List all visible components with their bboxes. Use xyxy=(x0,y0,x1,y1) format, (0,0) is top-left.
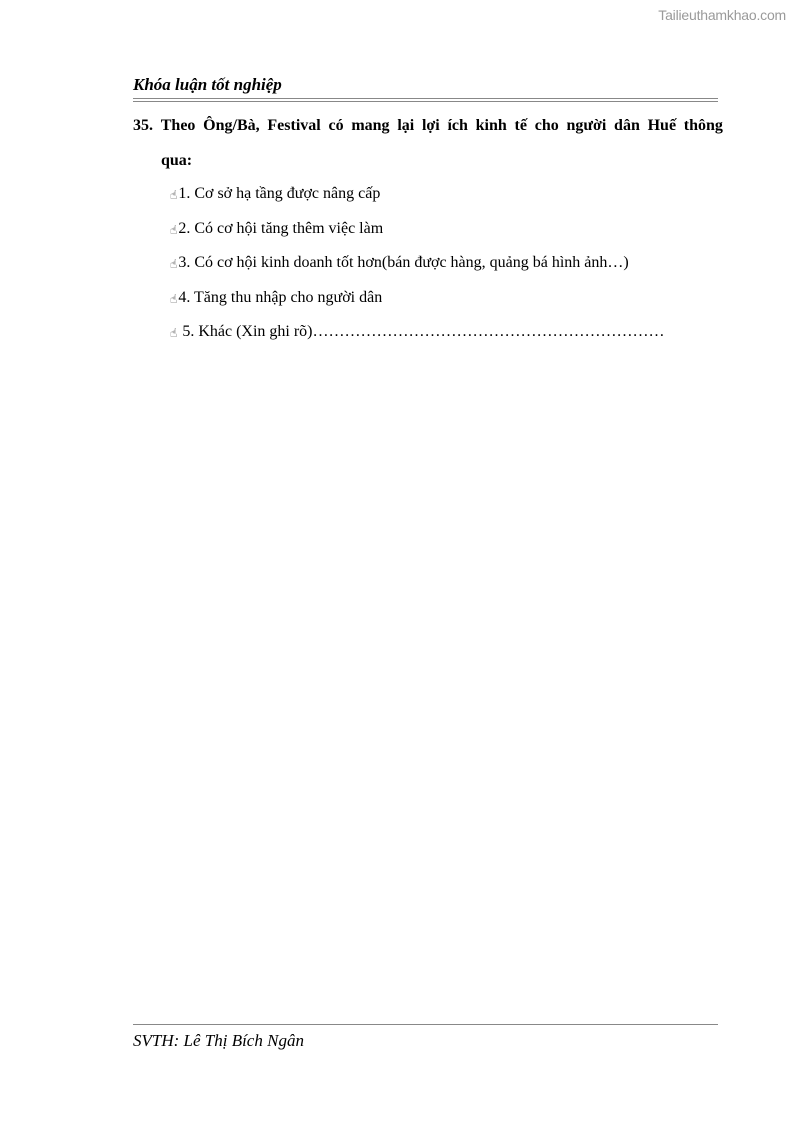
checkbox-hand-icon[interactable]: ☝ xyxy=(170,291,178,306)
question-word: 35. xyxy=(133,117,153,134)
option-label: 4. Tăng thu nhập cho người dân xyxy=(178,288,383,306)
option-label: 2. Có cơ hội tăng thêm việc làm xyxy=(178,219,384,237)
page-header xyxy=(133,74,718,102)
checkbox-hand-icon[interactable]: ☝ xyxy=(170,326,178,340)
question-word: tế xyxy=(514,117,527,134)
question-text-line-1 xyxy=(133,115,723,137)
option-3[interactable] xyxy=(170,252,665,287)
answer-options xyxy=(170,183,665,356)
question-word: dân xyxy=(614,117,640,134)
question-word: lợi xyxy=(421,117,440,134)
option-5-other[interactable] xyxy=(170,321,665,356)
question-word: người xyxy=(566,117,607,134)
option-4[interactable] xyxy=(170,287,665,322)
question-word: Ông/Bà, xyxy=(203,117,260,134)
checkbox-hand-icon[interactable]: ☝ xyxy=(170,188,178,202)
question-word: kinh xyxy=(475,117,507,134)
option-1[interactable] xyxy=(170,183,665,218)
option-label: 1. Cơ sở hạ tầng được nâng cấp xyxy=(178,185,381,202)
question-word: Huế xyxy=(647,117,677,134)
question-35 xyxy=(133,115,723,172)
question-word: ích xyxy=(447,117,468,134)
checkbox-hand-icon[interactable]: ☝ xyxy=(170,257,178,271)
header-title: Khóa luận tốt nghiệp xyxy=(133,75,282,94)
question-word: thông xyxy=(683,117,723,134)
question-word: cho xyxy=(534,117,559,134)
header-divider xyxy=(133,98,718,102)
question-text-line-2: qua: xyxy=(161,152,193,169)
question-word: Theo xyxy=(160,117,196,134)
option-label: 5. Khác (Xin ghi rõ)………………………………………………………… xyxy=(178,323,665,340)
question-word: lại xyxy=(397,117,415,134)
watermark: Tailieuthamkhao.com xyxy=(658,7,786,23)
question-word: có xyxy=(328,117,344,134)
footer-author: SVTH: Lê Thị Bích Ngân xyxy=(133,1031,304,1050)
question-word: Festival xyxy=(267,117,321,134)
option-2[interactable] xyxy=(170,218,665,253)
option-label: 3. Có cơ hội kinh doanh tốt hơn(bán được hàng, quảng bá hình ảnh…) xyxy=(178,254,629,271)
footer-divider xyxy=(133,1024,718,1025)
question-word: mang xyxy=(351,117,390,134)
page-footer xyxy=(133,1024,718,1052)
checkbox-hand-icon[interactable]: ☝ xyxy=(170,222,178,237)
